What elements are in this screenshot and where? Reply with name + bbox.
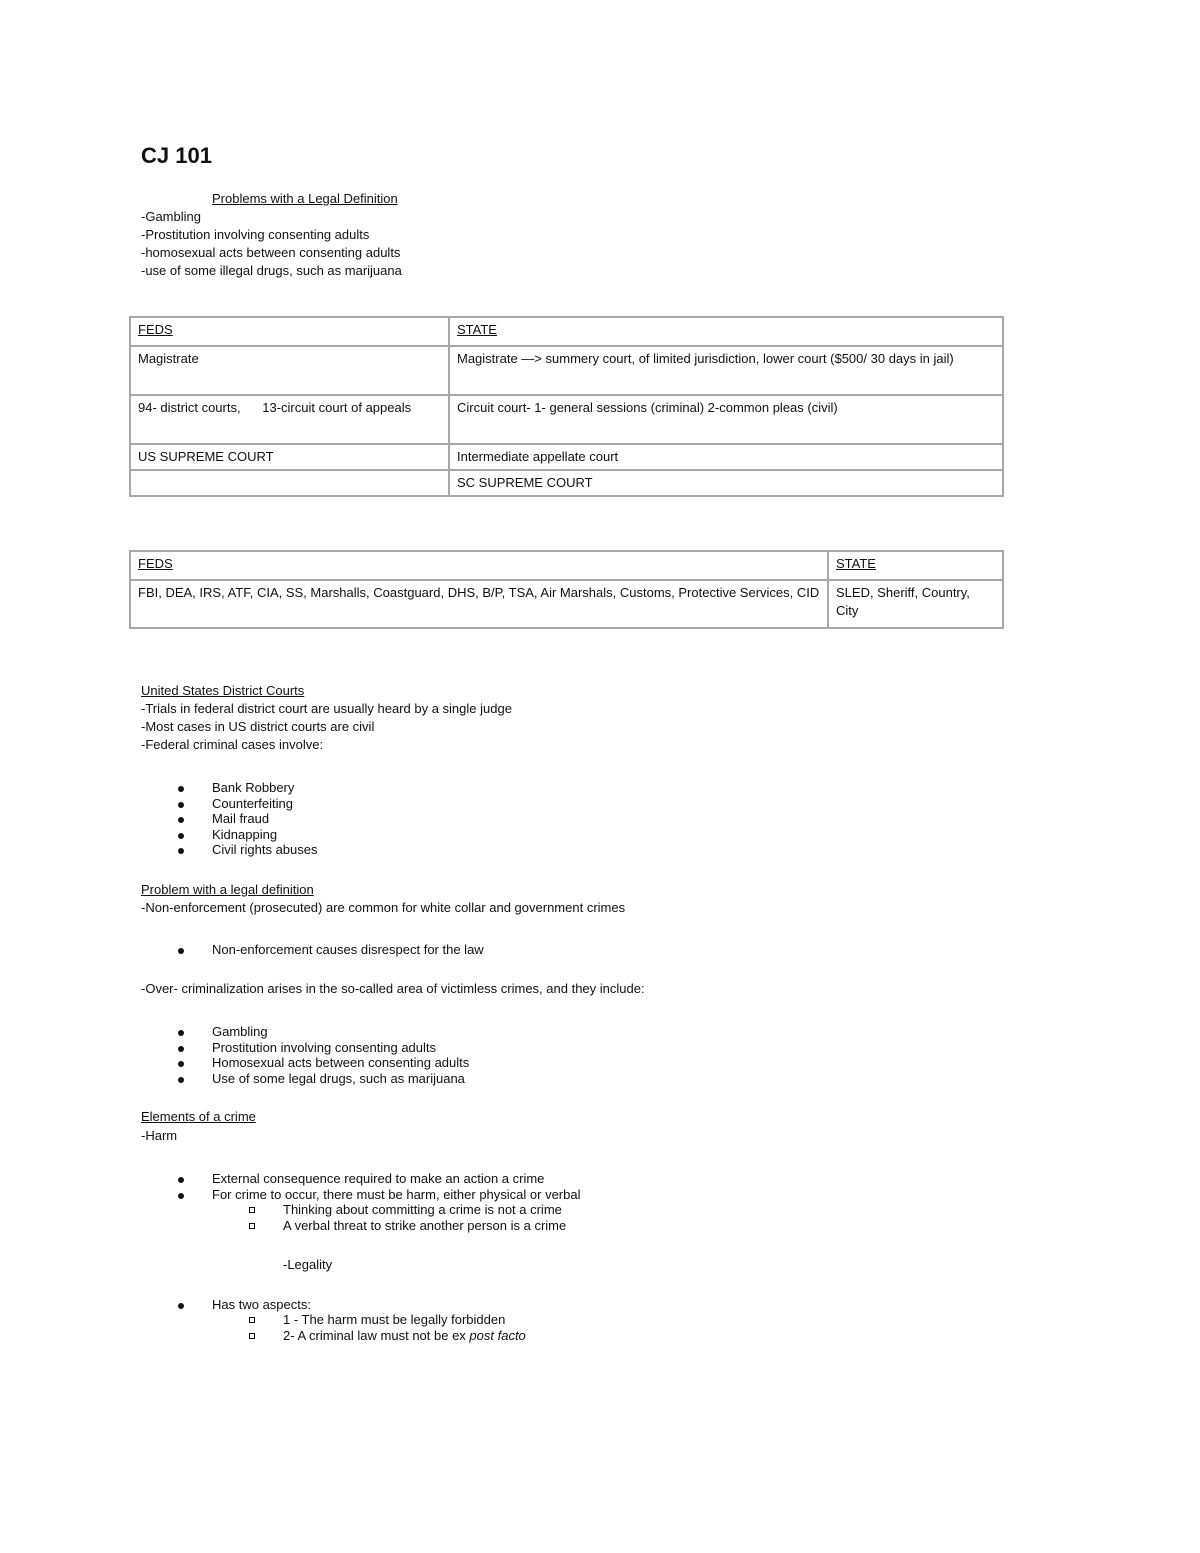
table-header-row <box>130 317 1003 346</box>
agencies-table <box>129 550 1004 629</box>
problems-item: -use of some illegal drugs, such as marijuana <box>141 263 402 278</box>
table-header-cell <box>828 551 1003 580</box>
list-item: External consequence required to make an action a crime <box>176 1171 580 1187</box>
list-item: Use of some legal drugs, such as marijuana <box>176 1071 469 1087</box>
list-item: Bank Robbery <box>176 780 318 796</box>
table-row <box>130 580 1003 628</box>
list-item: For crime to occur, there must be harm, either physical or verbal <box>176 1187 580 1203</box>
table-row <box>130 470 1003 496</box>
list-item: Non-enforcement causes disrespect for the law <box>176 942 484 958</box>
victimless-crimes-list <box>176 1024 469 1086</box>
table-cell: SC SUPREME COURT <box>449 470 1003 496</box>
table-row <box>130 395 1003 444</box>
column-header-state: STATE <box>457 322 497 337</box>
sub-list-item: A verbal threat to strike another person is a crime <box>248 1218 566 1234</box>
table-cell: Magistrate —> summery court, of limited jurisdiction, lower court ($500/ 30 days in jail) <box>449 346 1003 395</box>
legal-definition-line: -Over- criminalization arises in the so-called area of victimless crimes, and they include: <box>141 981 645 996</box>
district-courts-line: -Most cases in US district courts are civil <box>141 719 375 734</box>
district-courts-heading: United States District Courts <box>141 683 305 698</box>
harm-list <box>176 1171 580 1202</box>
table-cell: Magistrate <box>130 346 449 395</box>
table-cell: FBI, DEA, IRS, ATF, CIA, SS, Marshalls, Coastguard, DHS, B/P, TSA, Air Marshals, Customs, Protective Services, CID <box>130 580 828 628</box>
column-header-state: STATE <box>836 556 876 571</box>
legality-label: -Legality <box>283 1257 333 1272</box>
problems-heading: Problems with a Legal Definition <box>212 191 398 206</box>
document-title: CJ 101 <box>141 143 212 168</box>
column-header-feds: FEDS <box>138 556 173 571</box>
table-header-cell <box>449 317 1003 346</box>
table-cell: Circuit court- 1- general sessions (criminal) 2-common pleas (civil) <box>449 395 1003 444</box>
non-enforcement-list <box>176 942 484 958</box>
table-header-row <box>130 551 1003 580</box>
legality-list <box>176 1297 311 1313</box>
sub-list-item: Thinking about committing a crime is not a crime <box>248 1202 566 1218</box>
district-courts-line: -Federal criminal cases involve: <box>141 737 324 752</box>
sub-list-item <box>248 1328 526 1344</box>
district-courts-line: -Trials in federal district court are usually heard by a single judge <box>141 701 512 716</box>
criminal-cases-list <box>176 780 318 858</box>
sub-list-item: 1 - The harm must be legally forbidden <box>248 1312 526 1328</box>
legality-sublist <box>248 1312 526 1343</box>
sub-list-text: 2- A criminal law must not be ex <box>283 1327 470 1343</box>
problems-item: -Gambling <box>141 209 201 224</box>
list-item: Mail fraud <box>176 811 318 827</box>
list-item: Civil rights abuses <box>176 842 318 858</box>
elements-heading: Elements of a crime <box>141 1109 256 1124</box>
harm-label: -Harm <box>141 1128 178 1143</box>
table-row <box>130 444 1003 470</box>
harm-sublist <box>248 1202 566 1233</box>
table-cell <box>130 470 449 496</box>
italic-term: post facto <box>469 1327 526 1343</box>
problems-item: -Prostitution involving consenting adults <box>141 227 370 242</box>
table-cell: SLED, Sheriff, Country, City <box>828 580 1003 628</box>
list-item: Homosexual acts between consenting adults <box>176 1055 469 1071</box>
courts-table <box>129 316 1004 497</box>
table-header-cell <box>130 317 449 346</box>
problems-item: -homosexual acts between consenting adults <box>141 245 401 260</box>
list-item: Prostitution involving consenting adults <box>176 1040 469 1056</box>
table-header-cell <box>130 551 828 580</box>
list-item: Gambling <box>176 1024 469 1040</box>
list-item: Counterfeiting <box>176 796 318 812</box>
table-cell: Intermediate appellate court <box>449 444 1003 470</box>
legal-definition-line: -Non-enforcement (prosecuted) are common for white collar and government crimes <box>141 900 626 915</box>
table-row <box>130 346 1003 395</box>
column-header-feds: FEDS <box>138 322 173 337</box>
list-item: Kidnapping <box>176 827 318 843</box>
table-cell: US SUPREME COURT <box>130 444 449 470</box>
list-item: Has two aspects: <box>176 1297 311 1313</box>
table-cell: 94- district courts, 13-circuit court of appeals <box>130 395 449 444</box>
legal-definition-heading: Problem with a legal definition <box>141 882 314 897</box>
